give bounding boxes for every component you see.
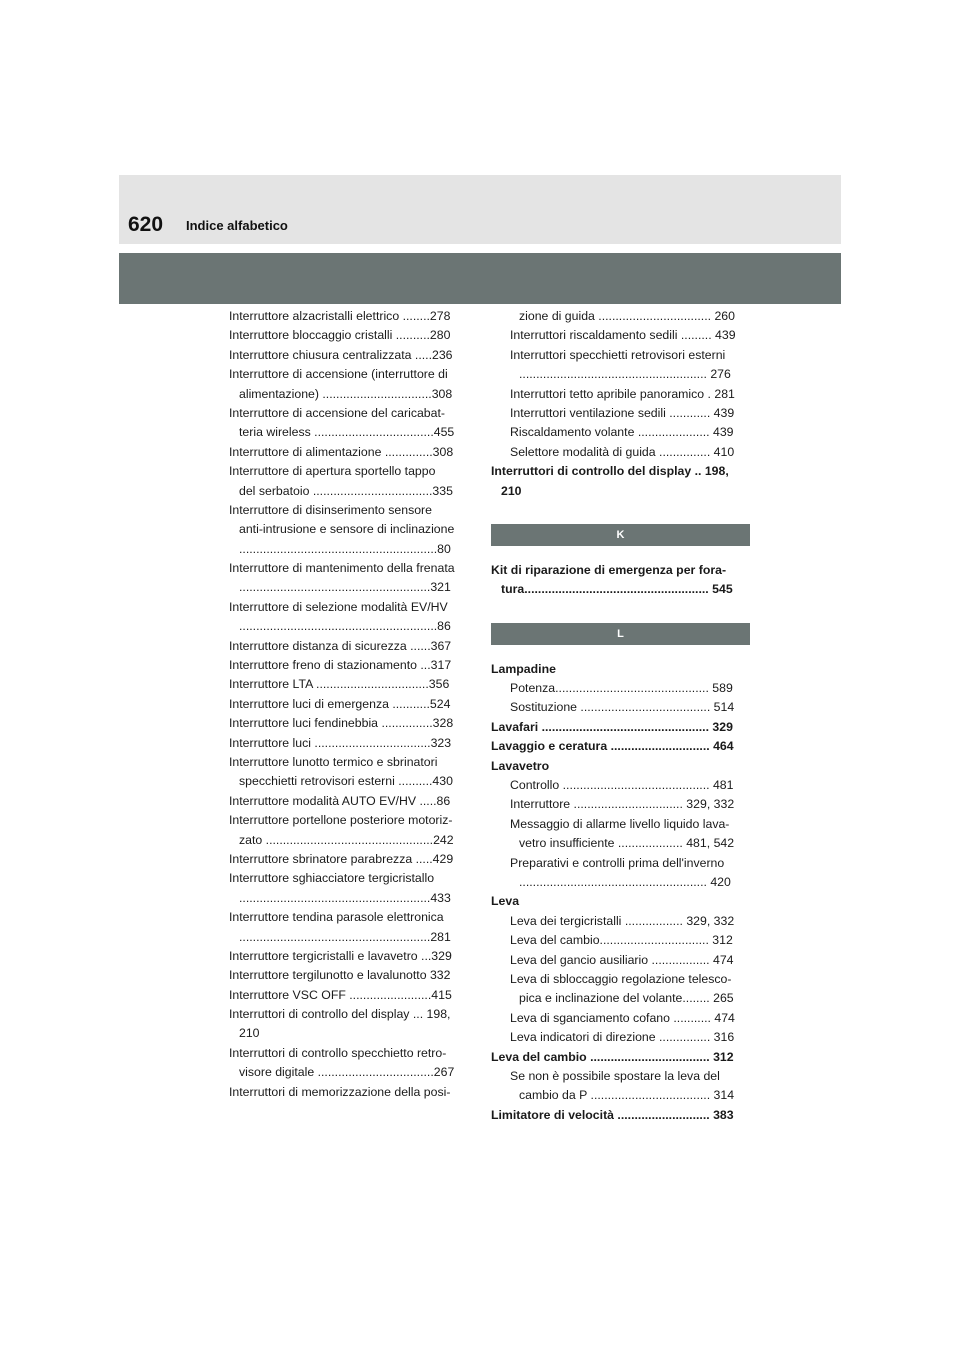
index-subentry: Interruttori tetto apribile panoramico . 281 xyxy=(510,386,735,401)
index-subentry: Leva dei tergicristalli ................. 329, 332 xyxy=(510,913,735,928)
index-subentry-continuation: vetro insufficiente ................... 481, 542 xyxy=(519,836,735,851)
index-subentry: Interruttore ................................ 329, 332 xyxy=(510,797,735,812)
index-entry-continuation: specchietti retrovisori esterni ..........430 xyxy=(239,774,453,789)
section-title: Indice alfabetico xyxy=(186,218,288,233)
index-entry: Interruttore di accensione del caricabat- xyxy=(229,405,445,420)
index-entry: Interruttore tendina parasole elettronica xyxy=(229,910,444,925)
index-entry-bold: Kit di riparazione di emergenza per fora- xyxy=(491,562,727,577)
index-entry-continuation: 210 xyxy=(239,1026,260,1041)
index-subentry: Riscaldamento volante ..................... 439 xyxy=(510,425,734,440)
index-entry-continuation: ........................................................433 xyxy=(239,890,451,905)
index-entry-bold: Interruttori di controllo del display .. 198, xyxy=(491,464,729,479)
index-entry: Interruttore bloccaggio cristalli ..........280 xyxy=(229,328,451,343)
index-entry: Interruttori di controllo specchietto retro- xyxy=(229,1045,447,1060)
index-subentry: Leva indicatori di direzione ............... 316 xyxy=(510,1030,735,1045)
spacer xyxy=(491,645,750,660)
index-entry-continuation: alimentazione) ................................308 xyxy=(239,386,453,401)
index-subentry-continuation: ....................................................... 420 xyxy=(519,874,731,889)
page-number: 620 xyxy=(128,213,164,236)
index-entry-continuation: tura...................................................... 545 xyxy=(501,582,733,597)
index-subentry: Leva di sganciamento cofano ........... 474 xyxy=(510,1010,735,1025)
index-entry-bold: Limitatore di velocità ........................... 383 xyxy=(491,1107,734,1122)
spacer xyxy=(491,600,750,623)
index-entry-continuation: 210 xyxy=(501,483,522,498)
index-entry-continuation: teria wireless ...................................455 xyxy=(239,425,455,440)
index-subentry-continuation: ....................................................... 276 xyxy=(519,367,731,382)
index-subentry-continuation: zione di guida ................................. 260 xyxy=(519,309,735,323)
index-entry-continuation: del serbatoio ...................................335 xyxy=(239,483,453,498)
index-subentry: Interruttori specchietti retrovisori esterni xyxy=(510,347,726,362)
index-entry-bold: Lavaggio e ceratura ............................. 464 xyxy=(491,739,734,754)
index-entry: Interruttori di controllo del display ... 198, xyxy=(229,1007,451,1022)
index-entry-bold: Lavafari ................................................. 329 xyxy=(491,719,733,734)
index-entry: Interruttore chiusura centralizzata .....236 xyxy=(229,347,453,362)
index-entry: Interruttore di selezione modalità EV/HV xyxy=(229,599,448,614)
index-entry: Interruttore portellone posteriore motoriz- xyxy=(229,813,453,828)
index-entry: Interruttore di disinserimento sensore xyxy=(229,502,432,517)
index-subentry: Leva del cambio................................ 312 xyxy=(510,933,733,948)
index-subentry: Se non è possibile spostare la leva del xyxy=(510,1068,720,1083)
index-entry: Interruttore di accensione (interruttore di xyxy=(229,367,448,382)
index-subentry: Controllo ........................................... 481 xyxy=(510,778,734,793)
index-entry: Interruttore distanza di sicurezza ......367 xyxy=(229,638,452,653)
index-subentry: Interruttori ventilazione sedili ............ 439 xyxy=(510,405,735,420)
index-entry: Interruttore VSC OFF ........................415 xyxy=(229,987,452,1002)
index-subentry: Potenza............................................. 589 xyxy=(510,681,733,696)
index-subentry-continuation: pica e inclinazione del volante........ 265 xyxy=(519,991,734,1006)
index-entry: Interruttore tergilunotto e lavalunotto 332 xyxy=(229,968,451,983)
index-entry: Interruttore luci fendinebbia ...............328 xyxy=(229,716,454,731)
index-entry-continuation: ........................................................281 xyxy=(239,929,451,944)
spacer xyxy=(491,501,750,524)
index-entry: Interruttore sghiacciatore tergicristallo xyxy=(229,871,435,886)
index-entry-bold: Leva del cambio ................................... 312 xyxy=(491,1049,734,1064)
index-entry: Interruttore di apertura sportello tappo xyxy=(229,464,436,479)
index-entry-continuation: zato .................................................242 xyxy=(239,832,454,847)
index-entry: Interruttore alzacristalli elettrico ........278 xyxy=(229,309,451,323)
index-subentry: Preparativi e controlli prima dell'inverno xyxy=(510,855,725,870)
letter-bar-k: K xyxy=(491,524,750,546)
index-subentry-continuation: cambio da P ................................... 314 xyxy=(519,1088,735,1103)
spacer xyxy=(491,546,750,561)
index-column-left xyxy=(229,307,462,1102)
index-entry-continuation: anti-intrusione e sensore di inclinazione xyxy=(239,522,455,537)
index-entry-continuation: ..........................................................80 xyxy=(239,541,451,556)
index-subentry: Messaggio di allarme livello liquido lava- xyxy=(510,816,730,831)
index-entry: Interruttore di alimentazione ..............308 xyxy=(229,444,454,459)
index-subentry: Leva di sbloccaggio regolazione telesco- xyxy=(510,971,732,986)
index-entry: Interruttore sbrinatore parabrezza .....429 xyxy=(229,851,454,866)
index-entry: Interruttore LTA .................................356 xyxy=(229,677,450,692)
index-subentry: Leva del gancio ausiliario ................. 474 xyxy=(510,952,734,967)
index-entry-continuation: ..........................................................86 xyxy=(239,619,451,634)
index-entry-bold: Lampadine xyxy=(491,661,556,676)
index-entry: Interruttore freno di stazionamento ...317 xyxy=(229,658,452,673)
index-entry: Interruttore lunotto termico e sbrinatori xyxy=(229,754,438,769)
index-subentry: Sostituzione ...................................... 514 xyxy=(510,700,735,715)
index-entry: Interruttore modalità AUTO EV/HV .....86 xyxy=(229,793,451,808)
index-entry: Interruttori di memorizzazione della posi- xyxy=(229,1084,451,1099)
index-entry: Interruttore tergicristalli e lavavetro ...329 xyxy=(229,948,452,963)
index-subentry: Interruttori riscaldamento sedili ......... 439 xyxy=(510,328,736,343)
index-entry: Interruttore luci ..................................323 xyxy=(229,735,452,750)
index-subentry: Selettore modalità di guida ............... 410 xyxy=(510,444,735,459)
index-entry-bold: Lavavetro xyxy=(491,758,550,773)
index-entry: Interruttore di mantenimento della frenata xyxy=(229,561,455,576)
header-dark-band xyxy=(119,253,841,304)
index-entry-continuation: visore digitale ..................................267 xyxy=(239,1065,455,1080)
index-entry-bold: Leva xyxy=(491,894,520,909)
letter-bar-l: L xyxy=(491,623,750,645)
index-entry-continuation: ........................................................321 xyxy=(239,580,451,595)
index-entry: Interruttore luci di emergenza ...........524 xyxy=(229,696,451,711)
index-column-right xyxy=(491,307,750,1125)
